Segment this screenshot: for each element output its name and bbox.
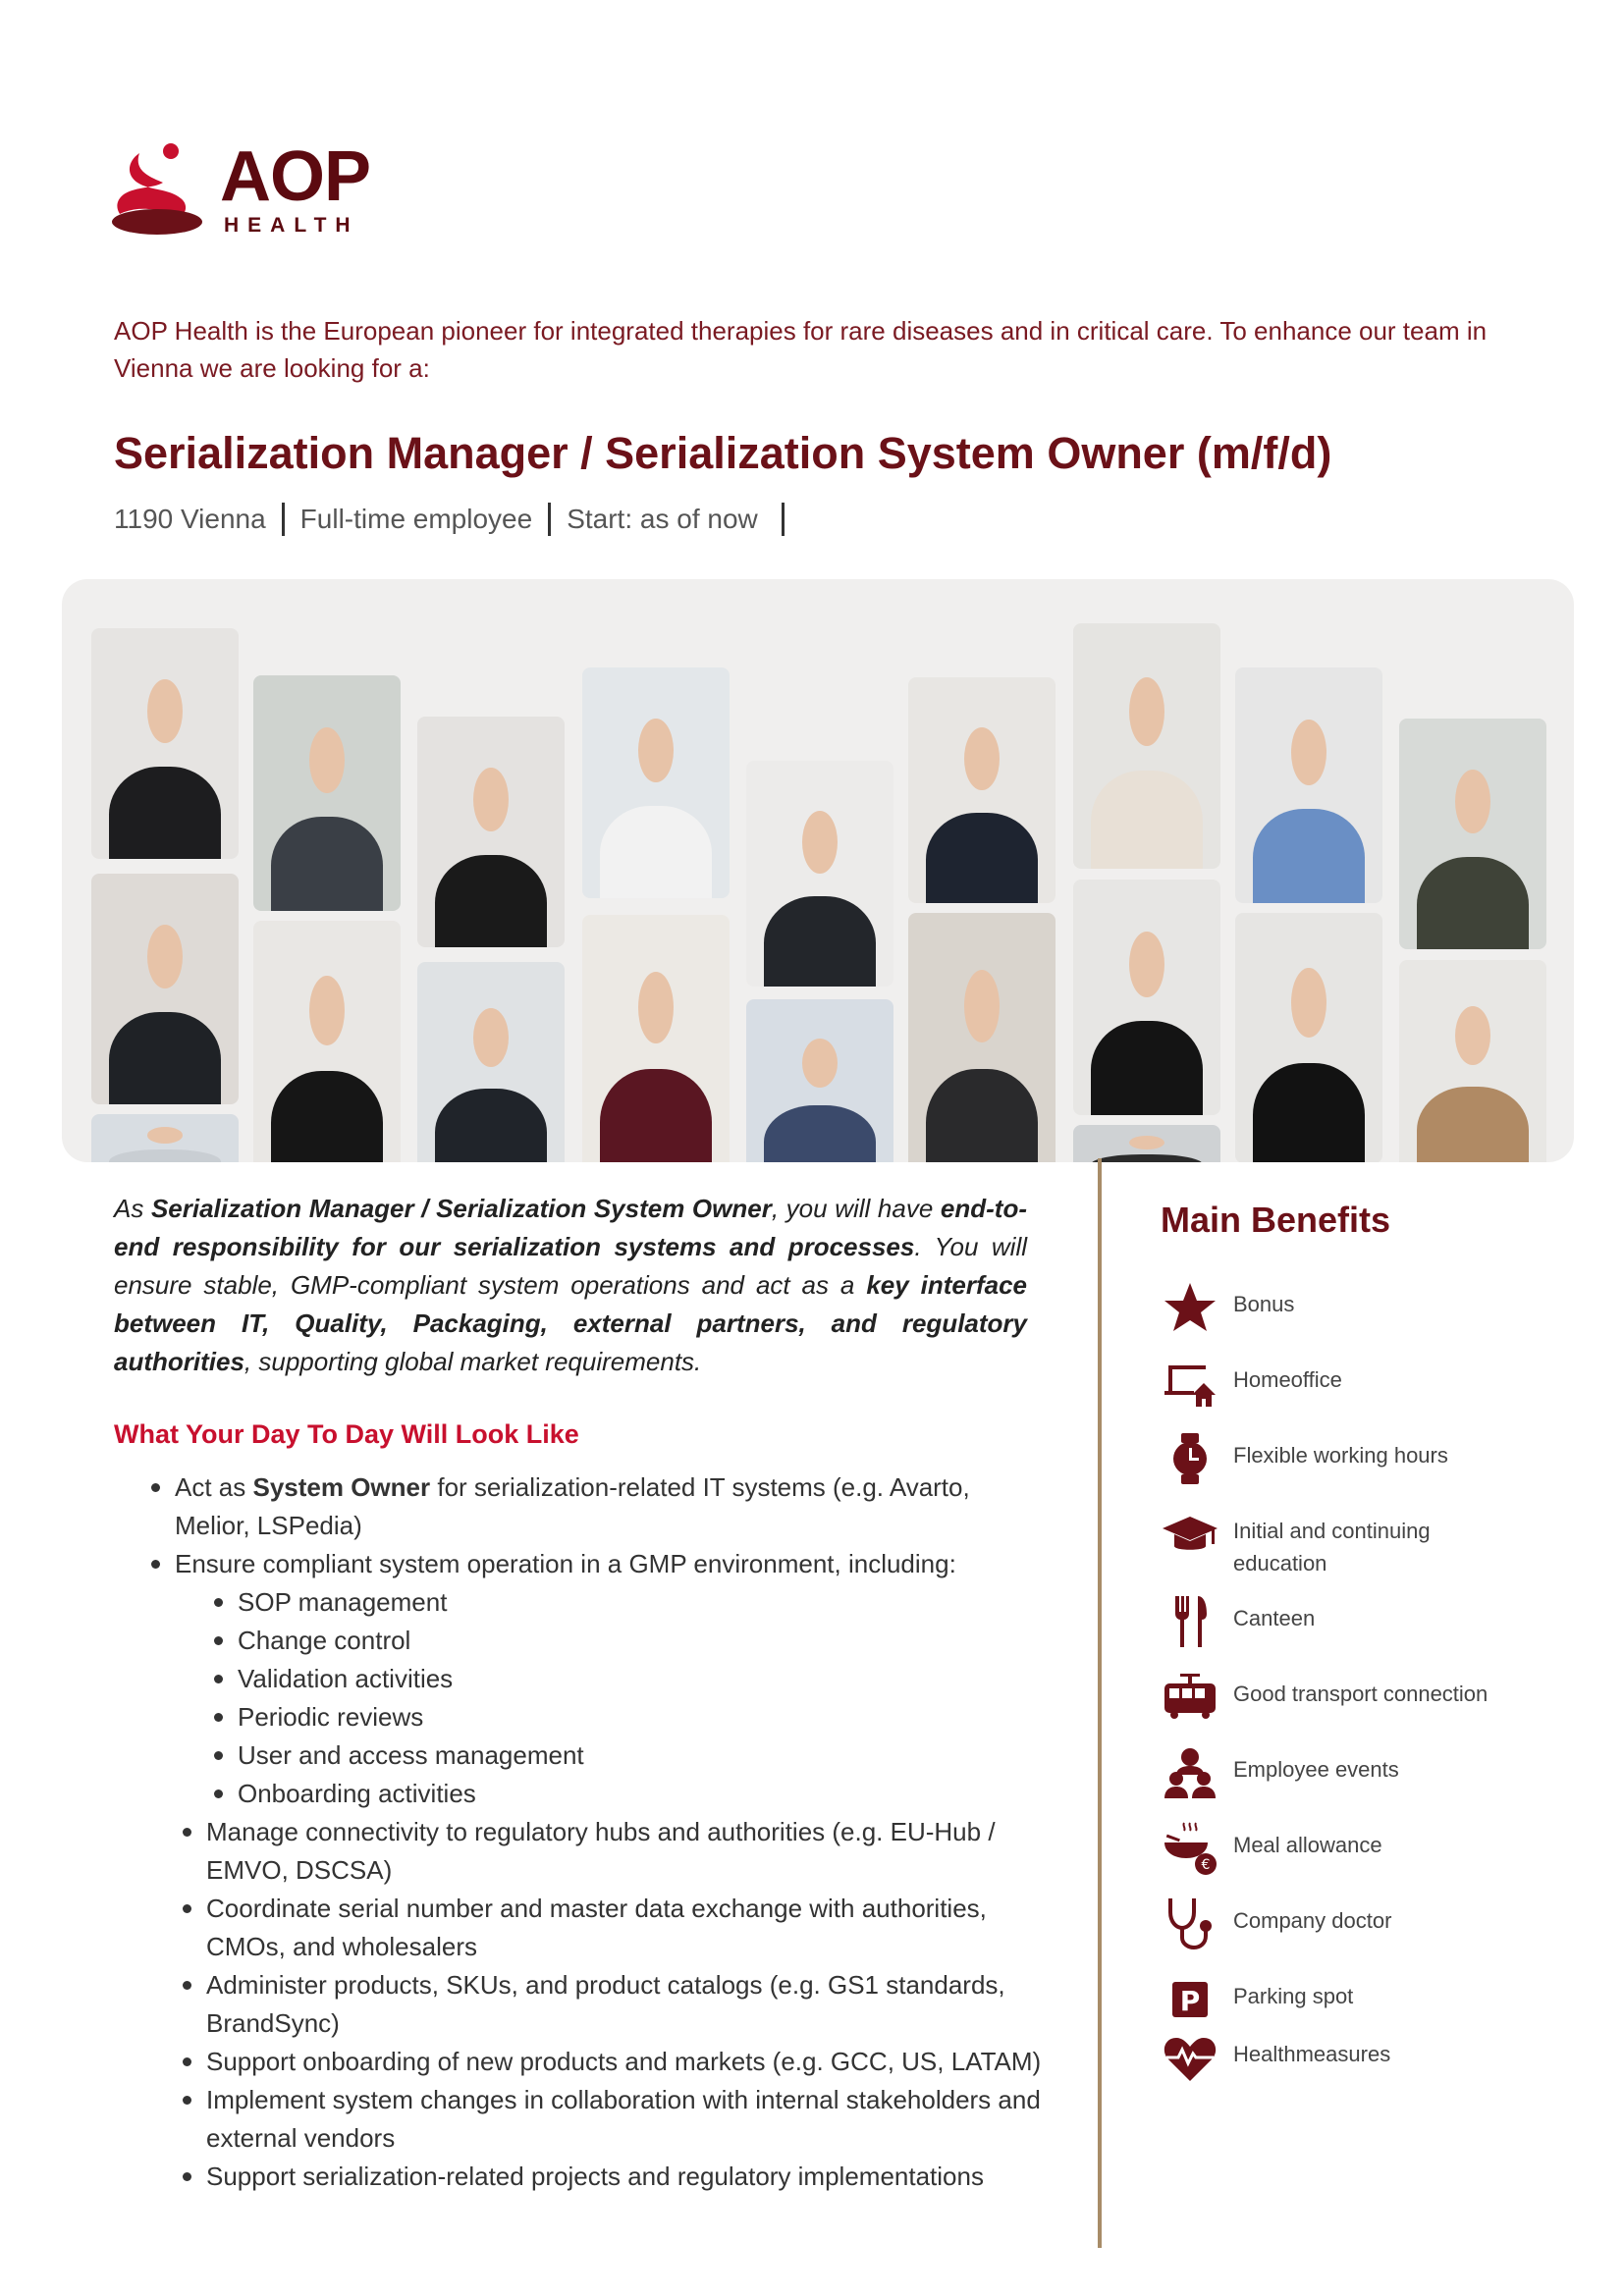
- team-member-photo: [91, 874, 239, 1104]
- team-member-photo: [1073, 1125, 1220, 1162]
- star-icon: [1159, 1276, 1221, 1339]
- benefit-canteen: Canteen: [1159, 1590, 1551, 1653]
- job-start: Start: as of now: [567, 504, 758, 534]
- list-item: Support serialization-related projects and regulatory implementations: [114, 2158, 1047, 2196]
- team-member-photo: [1399, 719, 1546, 949]
- team-member-photo: [1399, 960, 1546, 1162]
- job-title: Serialization Manager / Serialization System Owner (m/f/d): [114, 428, 1332, 478]
- list-item: Support onboarding of new products and markets (e.g. GCC, US, LATAM): [114, 2043, 1047, 2081]
- job-type: Full-time employee: [299, 504, 533, 534]
- sub-list-item: Validation activities: [114, 1660, 1047, 1698]
- parking-icon: [1159, 1968, 1221, 2031]
- team-member-photo: [91, 1114, 239, 1162]
- benefit-homeoffice: Homeoffice: [1159, 1352, 1551, 1415]
- team-member-photo: [582, 667, 730, 898]
- responsibilities-heading: What Your Day To Day Will Look Like: [114, 1419, 579, 1449]
- benefit-education: Initial and continuing education: [1159, 1503, 1551, 1579]
- job-location: 1190 Vienna: [114, 504, 266, 534]
- list-item: Act as System Owner for serialization-related IT systems (e.g. Avarto, Melior, LSPedia): [114, 1468, 1047, 1545]
- benefit-healthmeasures: Healthmeasures: [1159, 2026, 1551, 2089]
- list-item: Coordinate serial number and master data exchange with authorities, CMOs, and wholesalers: [114, 1890, 1047, 1966]
- laptop-home-icon: [1159, 1352, 1221, 1415]
- sub-list-item: Onboarding activities: [114, 1775, 1047, 1813]
- team-member-photo: [908, 913, 1056, 1162]
- team-member-photo: [1073, 880, 1220, 1115]
- list-item: Manage connectivity to regulatory hubs and authorities (e.g. EU-Hub / EMVO, DSCSA): [114, 1813, 1047, 1890]
- team-member-photo: [1235, 667, 1382, 903]
- list-item: Implement system changes in collaboration with internal stakeholders and external vendors: [114, 2081, 1047, 2158]
- benefit-events: Employee events: [1159, 1741, 1551, 1804]
- benefits-title: Main Benefits: [1161, 1200, 1391, 1240]
- sub-list-item: Change control: [114, 1622, 1047, 1660]
- team-member-photo: [91, 628, 239, 859]
- list-item: Administer products, SKUs, and product catalogs (e.g. GS1 standards, BrandSync): [114, 1966, 1047, 2043]
- list-item: Ensure compliant system operation in a GMP environment, including:: [114, 1545, 1047, 1583]
- team-member-photo: [1073, 623, 1220, 869]
- logo-subtitle: HEALTH: [224, 214, 359, 237]
- intro-text: AOP Health is the European pioneer for integrated therapies for rare diseases and in critical care. To enhance our team in Vienna we are looking for a:: [114, 316, 1488, 383]
- team-member-photo: [253, 675, 401, 911]
- sub-list-item: Periodic reviews: [114, 1698, 1047, 1736]
- team-member-photo: [253, 921, 401, 1162]
- watch-icon: [1159, 1427, 1221, 1490]
- team-member-photo: [582, 915, 730, 1162]
- team-photo-collage: [62, 579, 1574, 1162]
- benefit-meal-allowance: € Meal allowance: [1159, 1817, 1551, 1880]
- sub-list-item: SOP management: [114, 1583, 1047, 1622]
- benefit-company-doctor: Company doctor: [1159, 1893, 1551, 1955]
- meta-separator: [282, 503, 285, 536]
- job-meta: [114, 503, 800, 536]
- meta-separator: [782, 503, 785, 536]
- graduation-cap-icon: [1159, 1503, 1221, 1566]
- sub-list-item: User and access management: [114, 1736, 1047, 1775]
- aop-health-logo: [110, 139, 395, 238]
- meal-euro-icon: [1159, 1817, 1221, 1880]
- svg-text:€: €: [1201, 1857, 1211, 1873]
- svg-text:P: P: [1179, 1985, 1201, 2017]
- benefit-transport: Good transport connection: [1159, 1666, 1551, 1729]
- team-member-photo: [746, 761, 893, 987]
- stethoscope-icon: [1159, 1893, 1221, 1955]
- logo-mark-icon: [110, 139, 218, 238]
- team-member-photo: [746, 999, 893, 1162]
- people-icon: [1159, 1741, 1221, 1804]
- team-member-photo: [1235, 913, 1382, 1162]
- team-member-photo: [417, 717, 565, 947]
- benefit-bonus: Bonus: [1159, 1276, 1551, 1339]
- responsibilities-list: [114, 1468, 1047, 2196]
- benefit-parking: P Parking spot: [1159, 1968, 1551, 2031]
- team-member-photo: [908, 677, 1056, 903]
- tram-icon: [1159, 1666, 1221, 1729]
- role-summary: As Serialization Manager / Serialization System Owner, you will have end-to-end responsibility for our serialization systems and processes. You will ensure stable, GMP-compliant system operations and act as a key interface between IT, Quality, Packaging, external partners, and regulatory authorities, supporting global market requirements.: [114, 1194, 1028, 1376]
- column-divider: [1098, 1158, 1102, 2248]
- cutlery-icon: [1159, 1590, 1221, 1653]
- benefit-flexible-hours: Flexible working hours: [1159, 1427, 1551, 1490]
- heart-pulse-icon: [1159, 2026, 1221, 2089]
- logo-wordmark: AOP: [220, 137, 371, 216]
- meta-separator: [548, 503, 551, 536]
- team-member-photo: [417, 962, 565, 1162]
